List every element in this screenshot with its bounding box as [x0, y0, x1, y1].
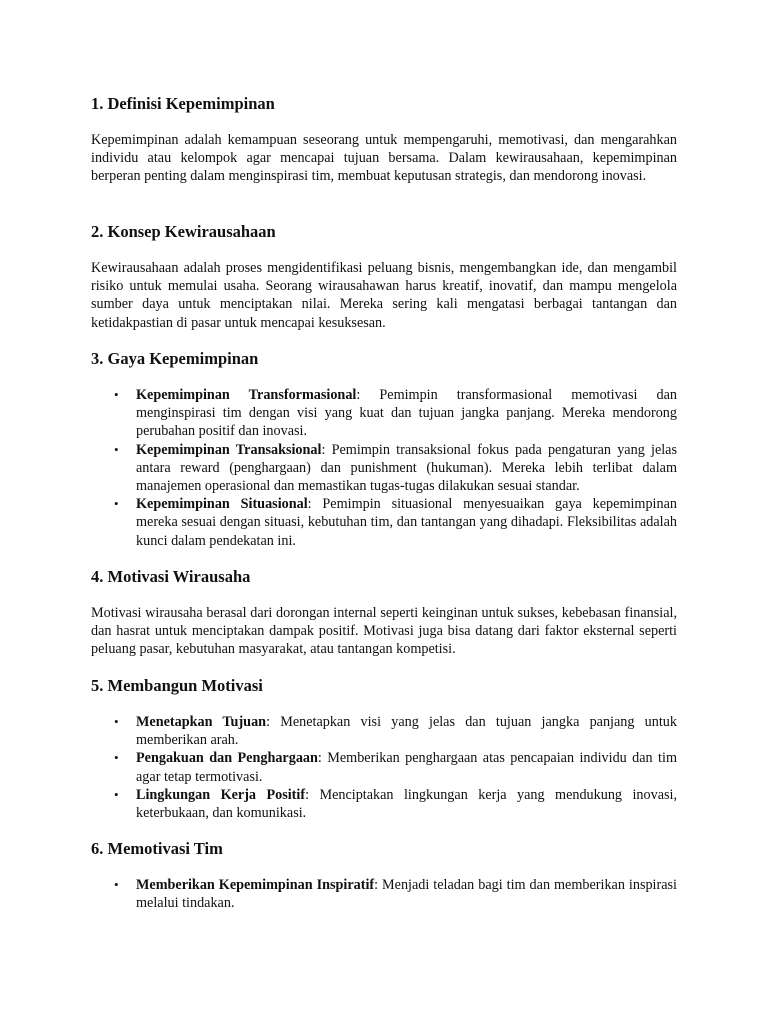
section-heading-definisi: 1. Definisi Kepemimpinan: [91, 94, 275, 113]
section-heading-gaya: 3. Gaya Kepemimpinan: [91, 349, 259, 368]
list-item-text: : Menciptakan lingkungan kerja yang mendukung inovasi, keterbukaan, dan komunikasi.: [136, 786, 677, 822]
bullet-icon: •: [114, 496, 119, 512]
section-paragraph-konsep: Kewirausahaan adalah proses mengidentifikasi peluang bisnis, mengembangkan ide, dan mengambil risiko untuk memulai usaha. Seorang wirausahawan harus kreatif, inovatif, dan mampu mengelola sumber daya untuk menciptakan nilai. Mereka sering kali mengatasi berbagai tantangan dan ketidakpastian di pasar untuk mencapai kesuksesan.: [91, 260, 677, 331]
list-item: [91, 386, 677, 441]
list-gaya-kepemimpinan: [91, 386, 677, 550]
section-heading-membangun-motivasi: 5. Membangun Motivasi: [91, 676, 263, 695]
section-paragraph-definisi: Kepemimpinan adalah kemampuan seseorang untuk mempengaruhi, memotivasi, dan mengarahkan individu atau kelompok agar mencapai tujuan bersama. Dalam kewirausahaan, kepemimpinan berperan penting dalam menginspirasi tim, membuat keputusan strategis, dan mendorong inovasi.: [91, 132, 677, 185]
section-heading-konsep: 2. Konsep Kewirausahaan: [91, 222, 276, 241]
bullet-icon: •: [114, 877, 119, 892]
list-item-text: : Menjadi teladan bagi tim dan memberikan inspirasi melalui tindakan.: [136, 877, 677, 912]
list-item-text: : Pemimpin transaksional fokus pada pengaturan yang jelas antara reward (penghargaan) dan punishment (hukuman). Mereka lebih terlibat dalam manajemen operasional dan memastikan tugas-tugas dilakukan sesuai standar.: [136, 441, 677, 495]
list-membangun-motivasi: [91, 713, 677, 822]
list-item-text: : Menetapkan visi yang jelas dan tujuan jangka panjang untuk memberikan arah.: [136, 714, 677, 749]
list-item-term: Kepemimpinan Situasional: [136, 496, 308, 513]
list-item: [91, 495, 677, 550]
list-item-text: : Memberikan penghargaan atas pencapaian individu dan tim agar tetap termotivasi.: [136, 750, 677, 785]
section-heading-memotivasi-tim: 6. Memotivasi Tim: [91, 839, 223, 858]
list-item: [91, 713, 677, 749]
section-paragraph-motivasi-wirausaha: Motivasi wirausaha berasal dari dorongan internal seperti keinginan untuk sukses, kebebasan finansial, dan hasrat untuk menciptakan dampak positif. Motivasi juga bisa datang dari faktor eksternal seperti peluang pasar, kebutuhan masyarakat, atau tantangan kompetisi.: [91, 605, 677, 658]
list-item-text: : Pemimpin situasional menyesuaikan gaya kepemimpinan mereka sesuai dengan situasi, kebutuhan tim, dan tantangan yang dihadapi. Fleksibilitas adalah kunci dalam pendekatan ini.: [136, 496, 677, 549]
list-item-term: Kepemimpinan Transformasional: [136, 387, 357, 403]
list-item-term: Memberikan Kepemimpinan Inspiratif: [136, 877, 375, 893]
bullet-icon: •: [114, 387, 119, 402]
list-item-term: Kepemimpinan Transaksional: [136, 441, 322, 458]
list-item: [91, 441, 677, 496]
list-memotivasi-tim: [91, 876, 677, 912]
list-item-text: : Pemimpin transformasional memotivasi dan menginspirasi tim dengan visi yang kuat dan tujuan jangka panjang. Mereka mendorong perubahan positif dan inovasi.: [136, 387, 677, 440]
list-item: [91, 876, 677, 912]
section-heading-motivasi-wirausaha: 4. Motivasi Wirausaha: [91, 567, 251, 586]
bullet-icon: •: [114, 750, 119, 766]
list-item-term: Pengakuan dan Penghargaan: [136, 750, 318, 767]
list-item-term: Lingkungan Kerja Positif: [136, 786, 306, 803]
bullet-icon: •: [114, 441, 119, 457]
bullet-icon: •: [114, 786, 119, 802]
list-item: [91, 786, 677, 822]
bullet-icon: •: [114, 714, 119, 729]
list-item-term: Menetapkan Tujuan: [136, 714, 267, 730]
list-item: [91, 749, 677, 785]
